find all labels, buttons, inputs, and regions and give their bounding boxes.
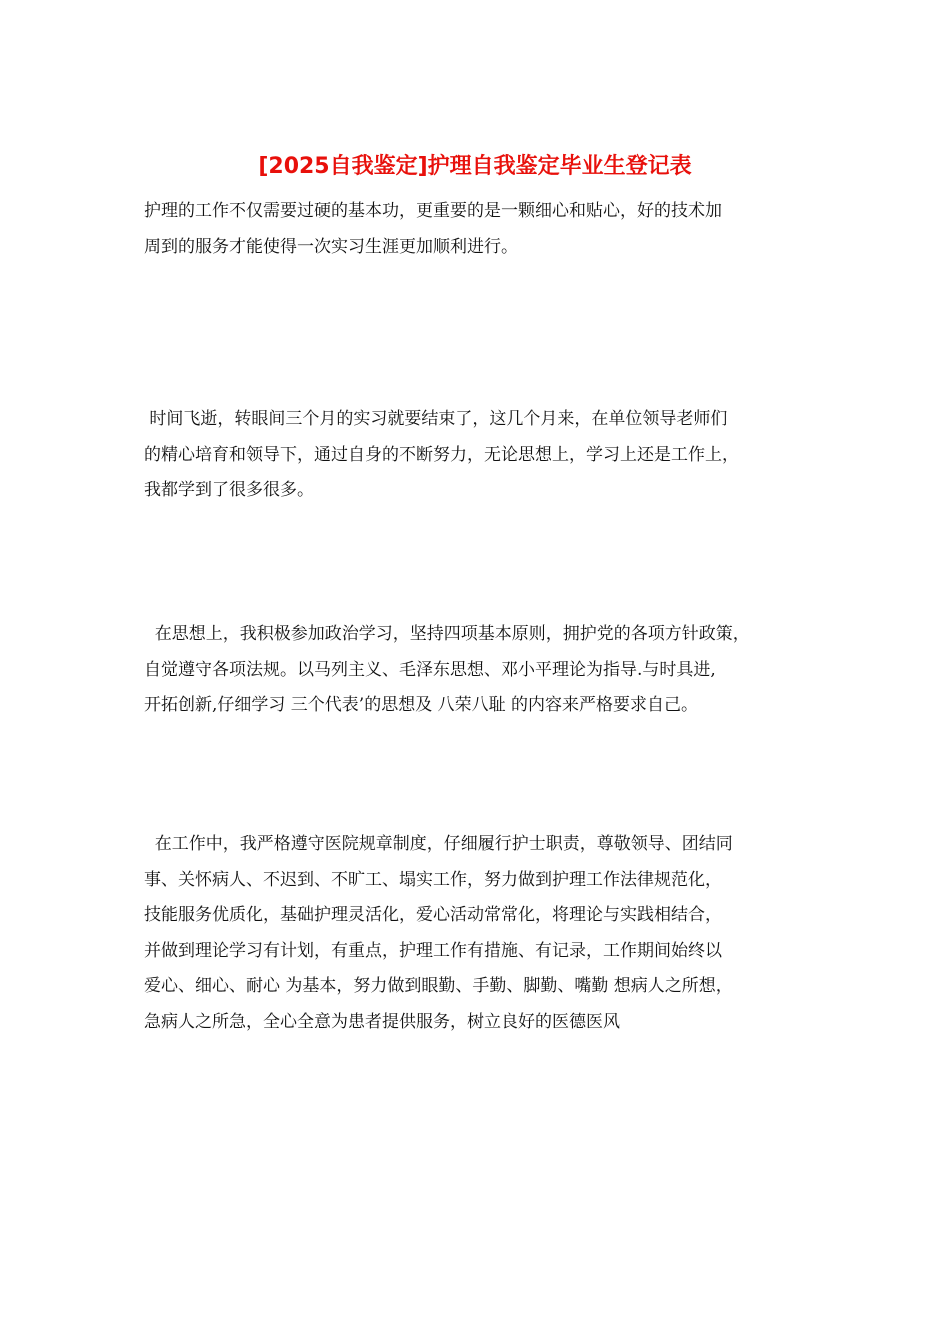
paragraph-line: 在工作中，我严格遵守医院规章制度，仔细履行护士职责，尊敬领导、团结同 — [144, 834, 733, 854]
paragraph-line: 我都学到了很多很多。 — [144, 480, 314, 500]
paragraph-line: 急病人之所急，全心全意为患者提供服务，树立良好的医德医风 — [144, 1011, 620, 1032]
document-title: [2025自我鉴定]护理自我鉴定毕业生登记表 — [258, 154, 692, 179]
paragraph-line: 周到的服务才能使得一次实习生涯更加顺利进行。 — [144, 236, 518, 257]
paragraph-line: 的精心培育和领导下，通过自身的不断努力，无论思想上，学习上还是工作上， — [144, 444, 739, 465]
paragraph-line: 自觉遵守各项法规。以马列主义、毛泽东思想、邓小平理论为指导.与时具进, — [144, 659, 716, 680]
paragraph-line: 在思想上，我积极参加政治学习，坚持四项基本原则，拥护党的各项方针政策， — [144, 624, 750, 644]
paragraph-line: 护理的工作不仅需要过硬的基本功，更重要的是一颗细心和贴心，好的技术加 — [144, 201, 722, 221]
paragraph-line: 爱心、细心、耐心 为基本，努力做到眼勤、手勤、脚勤、嘴勤 想病人之所想， — [144, 976, 733, 996]
paragraph-line: 时间飞逝，转眼间三个月的实习就要结束了，这几个月来，在单位领导老师们 — [144, 409, 728, 429]
paragraph-ideology — [144, 617, 824, 724]
paragraph-intro — [144, 194, 824, 265]
paragraph-line: 技能服务优质化，基础护理灵活化，爱心活动常常化，将理论与实践相结合， — [144, 905, 722, 925]
paragraph-line: 开拓创新,仔细学习 三个代表’的思想及 八荣八耻 的内容来严格要求自己。 — [144, 695, 699, 715]
paragraph-line: 并做到理论学习有计划，有重点，护理工作有措施、有记录，工作期间始终以 — [144, 940, 722, 961]
paragraph-internship-summary — [144, 402, 824, 509]
paragraph-work — [144, 827, 824, 1040]
paragraph-line: 事、关怀病人、不迟到、不旷工、塌实工作，努力做到护理工作法律规范化， — [144, 869, 722, 890]
